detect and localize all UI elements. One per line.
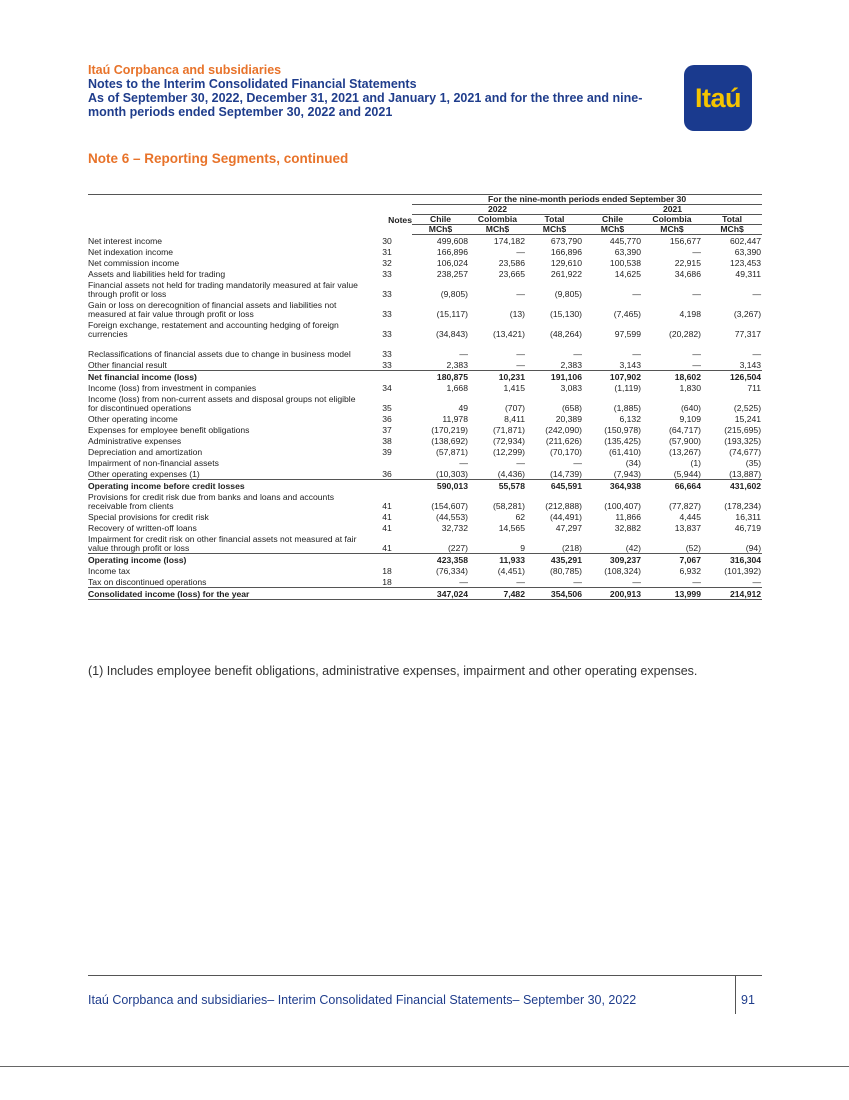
row-value: (48,264) — [549, 329, 582, 339]
segments-table — [88, 194, 762, 600]
row-value: 354,506 — [526, 588, 583, 600]
row-value: (1) — [690, 458, 701, 468]
row-note: 33 — [382, 269, 392, 279]
col-header: Total — [702, 215, 762, 225]
row-value: 16,311 — [735, 512, 762, 522]
row-value: (154,607) — [431, 501, 468, 511]
row-value: 435,291 — [526, 554, 583, 566]
row-value: 645,591 — [526, 480, 583, 492]
row-label: Impairment for credit risk on other financial assets not measured at fair value through profit or loss — [88, 534, 357, 553]
row-value: (57,900) — [668, 436, 701, 446]
row-value: (5,944) — [673, 469, 701, 479]
row-value: 1,668 — [446, 383, 468, 393]
row-value: 431,602 — [702, 480, 762, 492]
row-value: — — [632, 577, 641, 587]
row-value: 62 — [515, 512, 525, 522]
row-value: (44,553) — [435, 512, 468, 522]
row-value: (58,281) — [492, 501, 525, 511]
row-label: Assets and liabilities held for trading — [88, 269, 226, 279]
row-value: — — [573, 577, 582, 587]
table-row — [88, 424, 762, 435]
row-value: — — [516, 349, 525, 359]
header-row-columns — [88, 215, 762, 225]
row-label: Net indexation income — [88, 247, 174, 257]
row-value: (42) — [625, 543, 641, 553]
row-value: 11,933 — [469, 554, 526, 566]
row-label: Gain or loss on derecognition of financial assets and liabilities not measured at fair value through profit or loss — [88, 300, 337, 319]
row-value: (193,325) — [724, 436, 762, 446]
row-value: (57,871) — [435, 447, 468, 457]
table-row — [88, 468, 762, 480]
row-value: 180,875 — [412, 371, 469, 383]
row-value: (218) — [561, 543, 582, 553]
period-header: For the nine-month periods ended September 30 — [412, 195, 762, 205]
row-value: (101,392) — [724, 566, 762, 576]
footer-text: Itaú Corpbanca and subsidiaries– Interim Consolidated Financial Statements– September 30, 2022 — [88, 993, 637, 1007]
row-value: — — [692, 289, 701, 299]
unit-header: MCh$ — [583, 225, 642, 235]
table-row — [88, 588, 762, 600]
page-bottom-rule — [0, 1066, 849, 1067]
row-value: (150,978) — [604, 425, 641, 435]
row-value: 20,389 — [555, 414, 582, 424]
table-row — [88, 457, 762, 468]
row-note: 33 — [382, 349, 392, 359]
row-value: (7,943) — [613, 469, 641, 479]
row-value: — — [516, 360, 525, 370]
col-header: Chile — [412, 215, 469, 225]
notes-header: Notes — [388, 214, 412, 225]
row-value: (20,282) — [668, 329, 701, 339]
logo-text: Itaú — [694, 82, 741, 113]
header-row-period — [88, 195, 762, 205]
row-note: 36 — [382, 414, 392, 424]
row-note: 33 — [382, 360, 392, 370]
row-value: (71,871) — [492, 425, 525, 435]
row-note: 32 — [382, 258, 392, 268]
row-value: (4,451) — [497, 566, 525, 576]
row-note: 30 — [382, 236, 392, 246]
row-value: (9,805) — [554, 289, 582, 299]
unit-header: MCh$ — [642, 225, 702, 235]
row-label: Net financial income (loss) — [88, 371, 362, 383]
row-value: 2,383 — [446, 360, 468, 370]
row-value: — — [632, 349, 641, 359]
row-value: (707) — [504, 403, 525, 413]
row-value: 107,902 — [583, 371, 642, 383]
row-note — [362, 457, 412, 468]
row-value: 174,182 — [493, 236, 525, 246]
row-value: (108,324) — [604, 566, 641, 576]
statement-subtitle-line-1: As of September 30, 2022, December 31, 2021 and January 1, 2021 and for the three and nine- — [88, 91, 643, 105]
row-note — [362, 588, 412, 600]
row-value: 602,447 — [730, 236, 762, 246]
row-value: (640) — [680, 403, 701, 413]
header-row-units — [88, 225, 762, 235]
row-value: (1,885) — [613, 403, 641, 413]
row-value: 3,083 — [560, 383, 582, 393]
row-value: — — [516, 289, 525, 299]
table-row — [88, 339, 762, 359]
row-value: (138,692) — [431, 436, 468, 446]
row-note — [362, 554, 412, 566]
table-row — [88, 359, 762, 371]
row-value: (72,934) — [492, 436, 525, 446]
row-label: Tax on discontinued operations — [88, 577, 207, 587]
row-value: — — [459, 349, 468, 359]
row-note: 33 — [382, 289, 392, 299]
row-value: 261,922 — [550, 269, 582, 279]
row-value: (4,436) — [497, 469, 525, 479]
row-value: (1,119) — [614, 383, 641, 393]
header-row-years — [88, 205, 762, 215]
row-value: 106,024 — [436, 258, 468, 268]
row-value: 63,390 — [734, 247, 762, 257]
row-value: 63,390 — [614, 247, 641, 257]
row-value: 97,599 — [614, 329, 641, 339]
row-value: 14,565 — [498, 523, 525, 533]
table-row — [88, 279, 762, 299]
year-2022-header: 2022 — [412, 205, 583, 215]
row-value: 126,504 — [702, 371, 762, 383]
row-label: Provisions for credit risk due from banks and loans and accounts receivable from clients — [88, 492, 335, 511]
row-value: 8,411 — [504, 414, 525, 424]
unit-header: MCh$ — [702, 225, 762, 235]
row-value: 1,830 — [679, 383, 701, 393]
row-value: 1,415 — [503, 383, 525, 393]
row-label: Reclassifications of financial assets due to change in business model — [88, 349, 351, 359]
row-value: — — [516, 458, 525, 468]
row-value: (170,219) — [431, 425, 468, 435]
row-value: (211,626) — [545, 436, 582, 446]
row-label: Consolidated income (loss) for the year — [88, 588, 362, 600]
table-row — [88, 533, 762, 554]
row-value: (658) — [561, 403, 582, 413]
row-value: — — [752, 349, 762, 359]
document-header — [88, 63, 642, 119]
footer-rule — [88, 975, 762, 976]
row-label: Expenses for employee benefit obligations — [88, 425, 250, 435]
row-label: Financial assets not held for trading mandatorily measured at fair value through profit or loss — [88, 280, 358, 299]
row-value: (80,785) — [549, 566, 582, 576]
row-value: 66,664 — [642, 480, 702, 492]
row-value: 23,586 — [498, 258, 525, 268]
row-value: (12,299) — [492, 447, 525, 457]
row-value: 590,013 — [412, 480, 469, 492]
row-value: — — [516, 577, 525, 587]
row-value: 13,837 — [674, 523, 701, 533]
table-row — [88, 565, 762, 576]
row-label: Operating income before credit losses — [88, 480, 362, 492]
row-note: 38 — [382, 436, 392, 446]
row-value: (13,421) — [492, 329, 525, 339]
row-value: (77,827) — [668, 501, 701, 511]
note-title: Note 6 – Reporting Segments, continued — [88, 151, 349, 166]
row-value: (13) — [509, 309, 525, 319]
row-value: 166,896 — [550, 247, 582, 257]
row-value: 445,770 — [609, 236, 641, 246]
table-row — [88, 511, 762, 522]
row-label: Income tax — [88, 566, 131, 576]
year-2021-header: 2021 — [583, 205, 762, 215]
row-note: 18 — [382, 577, 392, 587]
row-note: 41 — [382, 543, 392, 553]
statement-subtitle-line-2: month periods ended September 30, 2022 and 2021 — [88, 105, 393, 119]
row-value: 49,311 — [735, 269, 762, 279]
row-value: 34,686 — [674, 269, 701, 279]
row-value: (2,525) — [733, 403, 762, 413]
row-value: 6,132 — [619, 414, 641, 424]
row-note: 35 — [382, 403, 392, 413]
row-value: — — [516, 247, 525, 257]
row-label: Income (loss) from non-current assets and disposal groups not eligible for discontinued operations — [88, 394, 356, 413]
row-value: 9 — [520, 543, 525, 553]
row-value: 7,482 — [469, 588, 526, 600]
row-value: 47,297 — [555, 523, 582, 533]
table-row — [88, 435, 762, 446]
row-note: 36 — [382, 469, 392, 479]
col-header: Colombia — [642, 215, 702, 225]
row-value: 3,143 — [619, 360, 641, 370]
row-value: (3,267) — [733, 309, 762, 319]
row-value: 49 — [458, 403, 468, 413]
row-value: 711 — [747, 383, 762, 393]
row-value: 6,932 — [679, 566, 701, 576]
row-value: (61,410) — [608, 447, 641, 457]
row-value: (34,843) — [435, 329, 468, 339]
row-value: 46,719 — [734, 523, 762, 533]
row-value: — — [573, 349, 582, 359]
row-value: 423,358 — [412, 554, 469, 566]
row-value: (13,267) — [668, 447, 701, 457]
table-row — [88, 235, 762, 247]
row-value: 32,732 — [441, 523, 468, 533]
row-value: 191,106 — [526, 371, 583, 383]
row-label: Income (loss) from investment in companies — [88, 383, 257, 393]
footnote: (1) Includes employee benefit obligations, administrative expenses, impairment and other operating expenses. — [88, 664, 698, 678]
row-value: 4,445 — [679, 512, 701, 522]
row-value: — — [692, 247, 701, 257]
row-value: (7,465) — [613, 309, 641, 319]
company-name: Itaú Corpbanca and subsidiaries — [88, 63, 282, 77]
row-value: — — [752, 577, 762, 587]
unit-header: MCh$ — [469, 225, 526, 235]
row-value: 238,257 — [436, 269, 468, 279]
row-value: (14,739) — [549, 469, 582, 479]
row-value: 214,912 — [702, 588, 762, 600]
row-label: Administrative expenses — [88, 436, 182, 446]
row-value: 14,625 — [614, 269, 641, 279]
row-note — [362, 371, 412, 383]
row-value: 316,304 — [702, 554, 762, 566]
row-label: Net interest income — [88, 236, 163, 246]
row-value: — — [459, 458, 468, 468]
row-value: 129,610 — [550, 258, 582, 268]
table-row — [88, 319, 762, 339]
row-value: 55,578 — [469, 480, 526, 492]
table-row — [88, 480, 762, 492]
table-row — [88, 299, 762, 319]
row-value: 15,241 — [734, 414, 762, 424]
row-label: Other financial result — [88, 360, 167, 370]
col-header: Chile — [583, 215, 642, 225]
itau-logo — [684, 65, 752, 131]
row-value: — — [632, 289, 641, 299]
row-value: — — [692, 360, 701, 370]
row-value: 100,538 — [609, 258, 641, 268]
row-value: (10,303) — [435, 469, 468, 479]
row-note: 41 — [382, 523, 392, 533]
row-value: 10,231 — [469, 371, 526, 383]
row-value: 13,999 — [642, 588, 702, 600]
row-value: — — [692, 577, 701, 587]
row-value: (74,677) — [729, 447, 762, 457]
row-value: (9,805) — [440, 289, 468, 299]
row-value: 77,317 — [734, 329, 762, 339]
row-value: 18,602 — [642, 371, 702, 383]
row-value: — — [692, 349, 701, 359]
row-value: — — [573, 458, 582, 468]
row-value: (70,170) — [549, 447, 582, 457]
row-value: 11,866 — [615, 512, 641, 522]
table-row — [88, 413, 762, 424]
unit-header: MCh$ — [412, 225, 469, 235]
table-row — [88, 522, 762, 533]
row-value: — — [752, 289, 762, 299]
row-note: 41 — [382, 512, 392, 522]
row-value: 309,237 — [583, 554, 642, 566]
row-value: (242,090) — [545, 425, 582, 435]
row-value: 3,143 — [739, 360, 762, 370]
row-value: 4,198 — [679, 309, 701, 319]
footer-separator — [735, 976, 736, 1014]
row-value: (135,425) — [604, 436, 641, 446]
row-value: (52) — [685, 543, 701, 553]
row-value: (44,491) — [549, 512, 582, 522]
page-number: 91 — [741, 993, 755, 1007]
row-value: (34) — [625, 458, 641, 468]
row-value: (64,717) — [668, 425, 701, 435]
row-label: Recovery of written-off loans — [88, 523, 197, 533]
row-value: (15,117) — [436, 309, 468, 319]
table-row — [88, 257, 762, 268]
row-value: (15,130) — [549, 309, 582, 319]
table-row — [88, 554, 762, 566]
row-value: (100,407) — [604, 501, 641, 511]
row-value: (215,695) — [724, 425, 762, 435]
row-label: Special provisions for credit risk — [88, 512, 209, 522]
table-row — [88, 393, 762, 413]
row-note: 33 — [382, 329, 392, 339]
statement-title: Notes to the Interim Consolidated Financial Statements — [88, 77, 417, 91]
col-header: Total — [526, 215, 583, 225]
row-note — [362, 480, 412, 492]
row-value: (94) — [745, 543, 762, 553]
row-value: (35) — [745, 458, 762, 468]
row-value: 156,677 — [669, 236, 701, 246]
row-value: (76,334) — [435, 566, 468, 576]
row-note: 41 — [382, 501, 392, 511]
row-label: Other operating income — [88, 414, 178, 424]
unit-header: MCh$ — [526, 225, 583, 235]
row-note: 34 — [382, 383, 392, 393]
row-value: (212,888) — [545, 501, 582, 511]
row-value: 364,938 — [583, 480, 642, 492]
row-value: 9,109 — [679, 414, 701, 424]
row-label: Foreign exchange, restatement and accounting hedging of foreign currencies — [88, 320, 339, 339]
row-value: 499,608 — [436, 236, 468, 246]
row-note: 18 — [382, 566, 392, 576]
row-value: — — [459, 577, 468, 587]
row-value: 2,383 — [560, 360, 582, 370]
row-value: (178,234) — [724, 501, 762, 511]
row-value: 673,790 — [550, 236, 582, 246]
table-row — [88, 446, 762, 457]
row-value: 11,978 — [442, 414, 468, 424]
row-label: Net commission income — [88, 258, 180, 268]
table-row — [88, 576, 762, 588]
row-value: 123,453 — [730, 258, 762, 268]
row-note: 39 — [382, 447, 392, 457]
table-row — [88, 246, 762, 257]
row-value: 23,665 — [498, 269, 525, 279]
row-value: 32,882 — [614, 523, 641, 533]
row-value: 347,024 — [412, 588, 469, 600]
col-header: Colombia — [469, 215, 526, 225]
row-label: Depreciation and amortization — [88, 447, 203, 457]
row-value: 22,915 — [674, 258, 701, 268]
table-row — [88, 371, 762, 383]
row-note: 33 — [382, 309, 392, 319]
row-value: (227) — [447, 543, 468, 553]
table-row — [88, 382, 762, 393]
table-row — [88, 268, 762, 279]
row-label: Operating income (loss) — [88, 554, 362, 566]
row-note: 31 — [382, 247, 392, 257]
row-note: 37 — [382, 425, 392, 435]
row-label: Other operating expenses (1) — [88, 469, 200, 479]
row-value: (13,887) — [729, 469, 762, 479]
row-value: 200,913 — [583, 588, 642, 600]
row-value: 7,067 — [642, 554, 702, 566]
row-value: 166,896 — [436, 247, 468, 257]
table-row — [88, 491, 762, 511]
row-label: Impairment of non-financial assets — [88, 458, 219, 468]
